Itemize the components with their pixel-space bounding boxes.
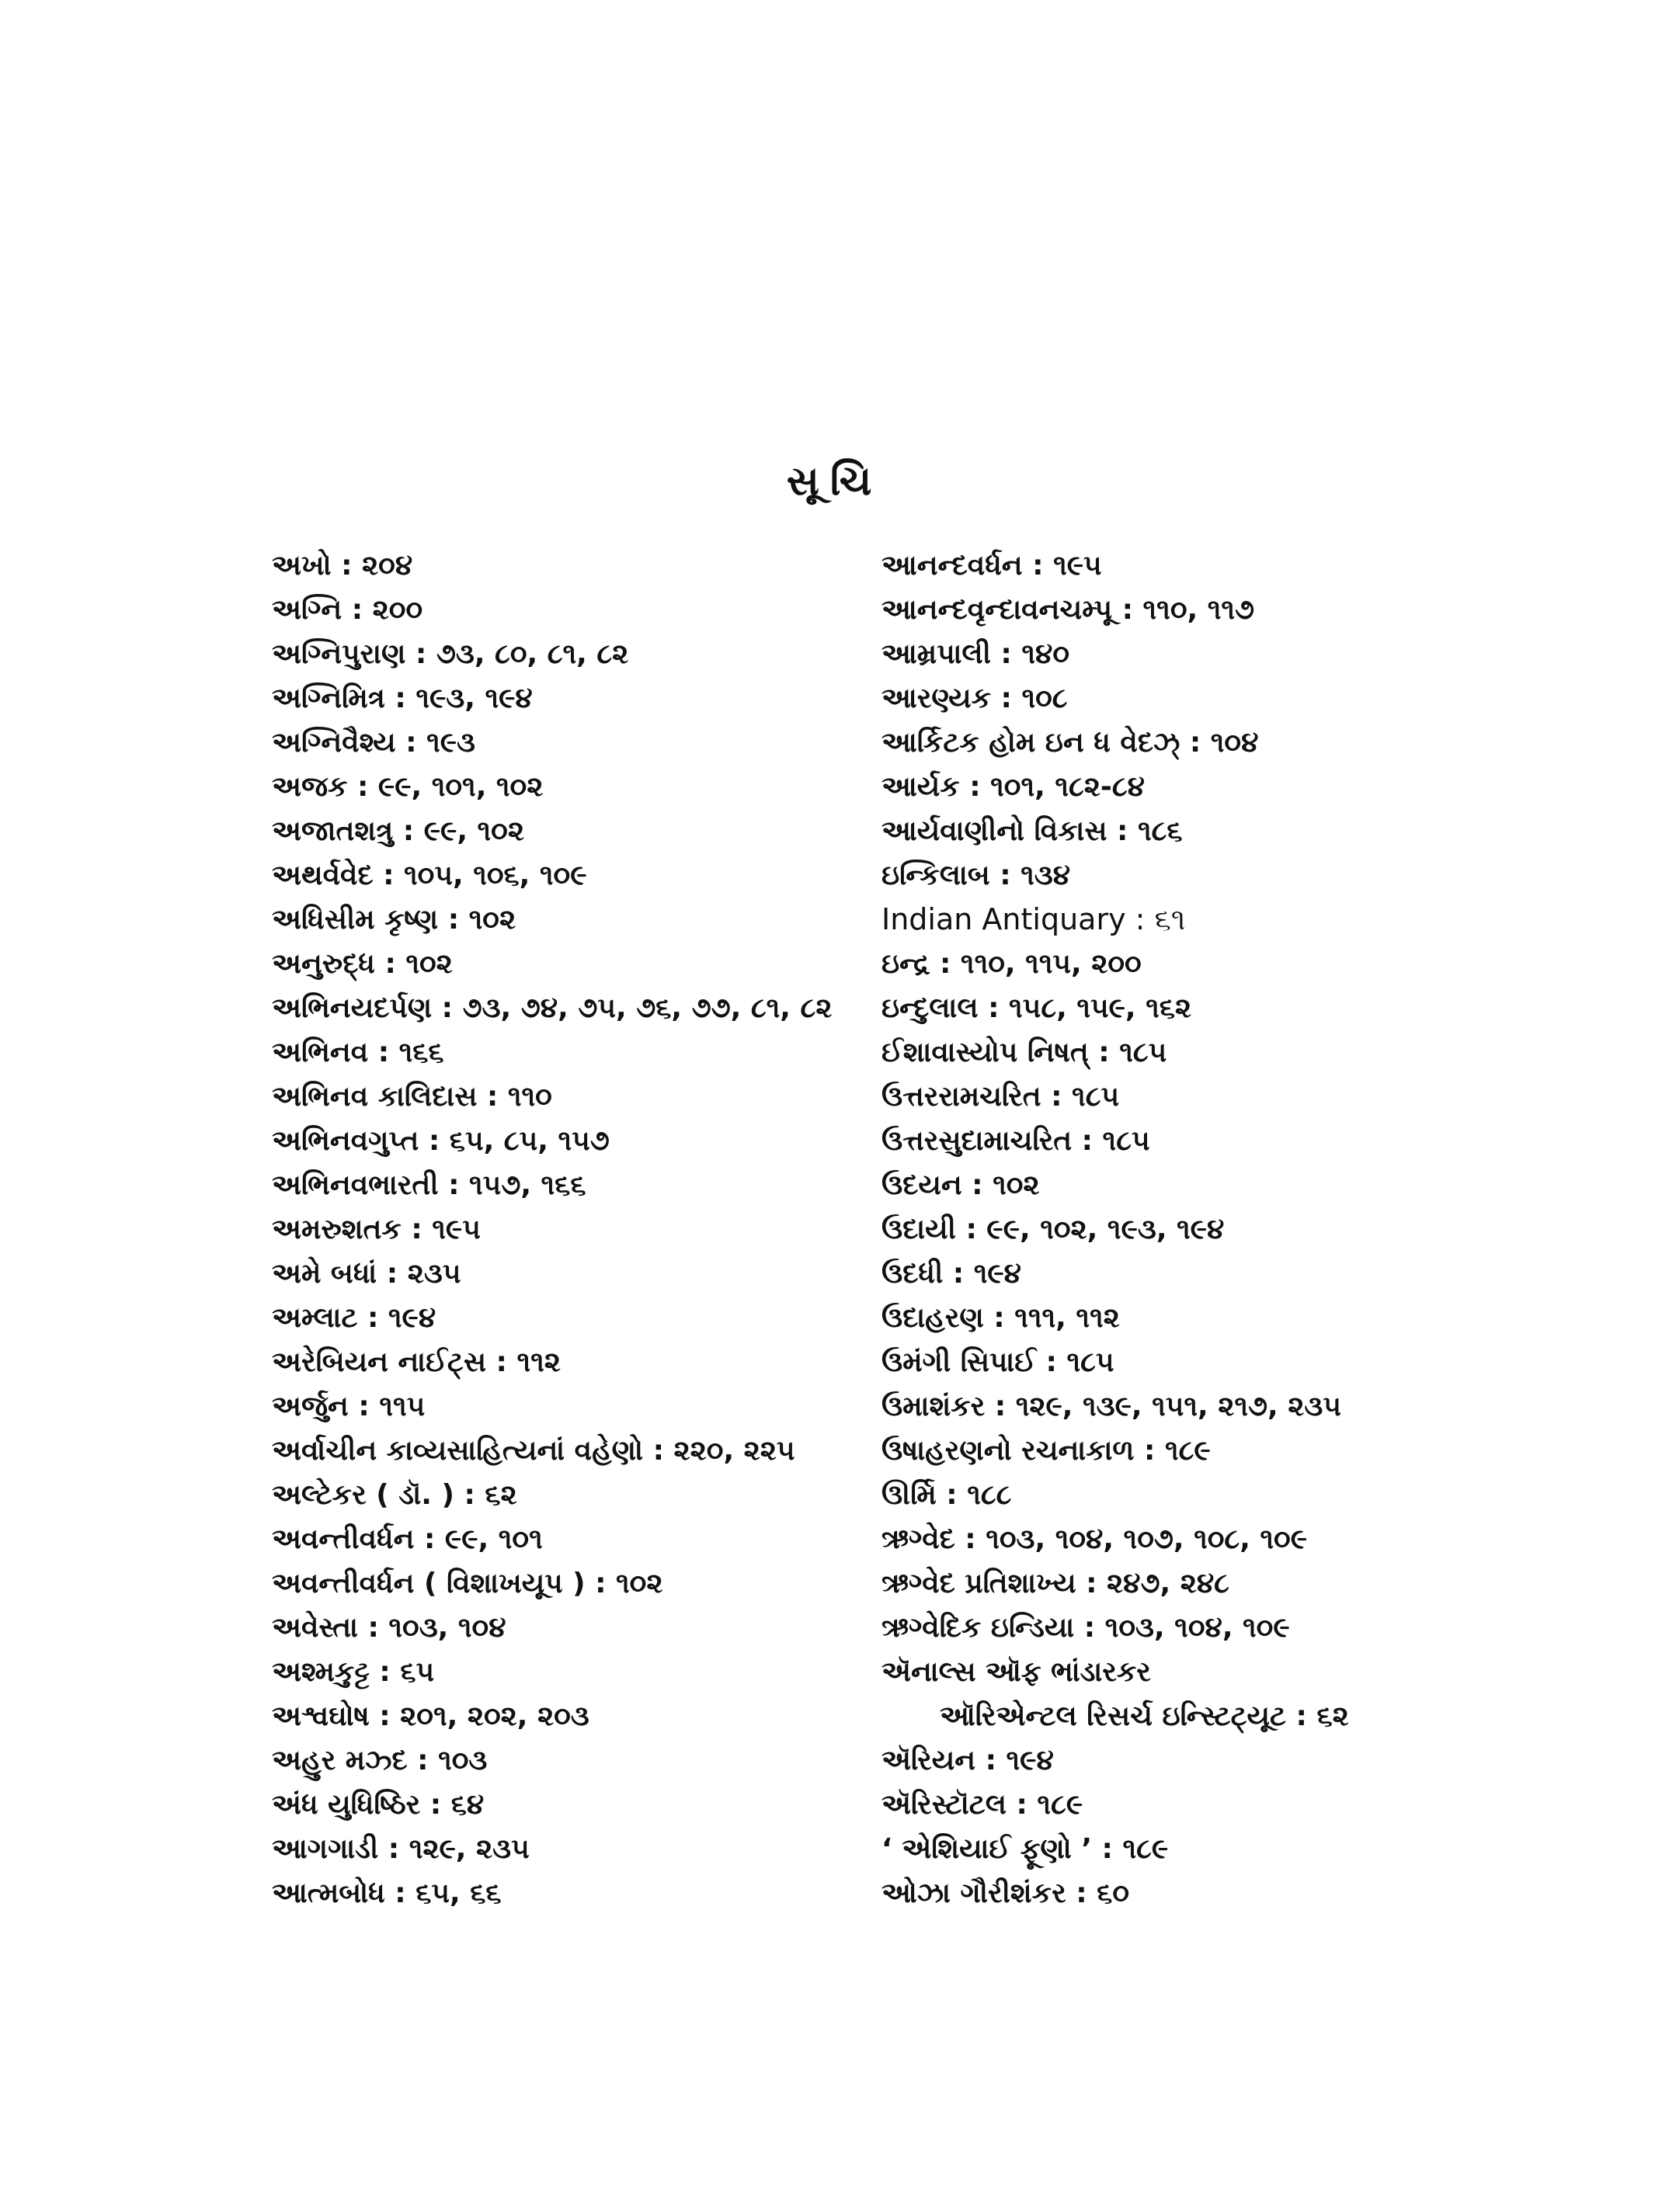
index-entry: ઑરિએન્ટલ રિસર્ચ ઇન્સ્ટિટ્યૂટ : ૬૨ [940,1700,1349,1732]
index-entry: અશ્મકુટ્ટ : ૬૫ [272,1656,435,1688]
index-entry: ઉષાહરણનો રચનાકાળ : ૧૮૯ [881,1435,1211,1467]
index-entry: અર્વાચીન કાવ્યસાહિત્યનાં વહેણો : ૨૨૦, ૨૨૫ [272,1435,795,1467]
index-entry: આર્કિટક હોમ ઇન ધ વેદઝ્ : ૧૦૪ [881,727,1259,759]
index-entry: ઋગ્વેદિક ઇન્ડિયા : ૧૦૩, ૧૦૪, ૧૦૯ [881,1612,1290,1644]
page-title: સૂચિ [786,458,883,505]
index-entry: ઉદયન : ૧૦૨ [881,1169,1040,1201]
index-entry: ઓઝા ગૌરીશંકર : ૬૦ [881,1877,1130,1909]
index-entry: અમે બધાં : ૨૩૫ [272,1258,461,1290]
index-entry: આર્યક : ૧૦૧, ૧૮૨-૮૪ [881,771,1145,803]
index-entry: આરણ્યક : ૧૦૮ [881,682,1068,714]
index-entry: ઉદાહરણ : ૧૧૧, ૧૧૨ [881,1302,1120,1334]
index-entry: ઉત્તરરામચરિત : ૧૮૫ [881,1081,1120,1113]
index-entry: આગગાડી : ૧૨૯, ૨૩૫ [272,1833,530,1865]
index-entry: અથર્વવેદ : ૧૦૫, ૧૦૬, ૧૦૯ [272,859,587,891]
index-entry: ‘ એશિયાઈ ફૂણો ’ : ૧૮૯ [881,1833,1169,1865]
index-entry: અગ્નિ : ૨૦૦ [272,594,423,626]
index-entry: અમ્લાટ : ૧૯૪ [272,1302,436,1334]
index-entry: અખો : ૨૦૪ [272,550,413,582]
index-entry: ઇન્કિલાબ : ૧૩૪ [881,859,1071,891]
index-entry: ઈશાવાસ્યોપ નિષત્ : ૧૮૫ [881,1037,1167,1068]
index-entry: અનુરુદ્ધ : ૧૦૨ [272,948,453,980]
index-entry: ઉમાશંકર : ૧૨૯, ૧૩૯, ૧૫૧, ૨૧૭, ૨૩૫ [881,1391,1342,1422]
index-entry: આર્યવાણીનો વિકાસ : ૧૮૬ [881,815,1183,847]
index-entry: અજાતશત્રુ : ૯૯, ૧૦૨ [272,815,524,847]
index-entry: અહુર મઝ્દ : ૧૦૩ [272,1745,488,1776]
index-entry: અર્જુન : ૧૧૫ [272,1391,426,1422]
index-entry: ઉત્તરસુદામાચરિત : ૧૮૫ [881,1125,1150,1157]
index-entry: અભિનવગુપ્ત : ૬૫, ૮૫, ૧૫૭ [272,1125,610,1157]
index-entry: અગ્નિપુરાણ : ૭૩, ૮૦, ૮૧, ૮૨ [272,638,629,670]
index-entry: Indian Antiquary : ૬૧ [881,902,1186,936]
index-entry: અરેબિયન નાઈટ્સ : ૧૧૨ [272,1346,561,1378]
index-entry: અવન્તીવર્ધન ( વિશાખયૂપ ) : ૧૦૨ [272,1568,663,1599]
index-column-right [881,543,1503,1915]
index-entry: અગ્નિવૈશ્ય : ૧૯૩ [272,727,476,759]
index-entry: ઍનાલ્સ ઑફ ભાંડારકર [881,1656,1151,1688]
index-entry: અલ્ટેકર ( ડૉ. ) : ૬૨ [272,1479,517,1511]
index-entry: ઍરિસ્ટૉટલ : ૧૮૯ [881,1789,1083,1821]
index-entry: અભિનવ કાલિદાસ : ૧૧૦ [272,1081,552,1113]
index-entry: ઍરિયન : ૧૯૪ [881,1745,1054,1776]
index-entry: ઇન્દુલાલ : ૧૫૮, ૧૫૯, ૧૬૨ [881,992,1192,1024]
index-entry: આત્મબોધ : ૬૫, ૬૬ [272,1877,502,1909]
index-entry: આનન્દવર્ધન : ૧૯૫ [881,550,1102,582]
index-entry: અશ્વઘોષ : ૨૦૧, ૨૦૨, ૨૦૩ [272,1700,589,1732]
index-entry: ઉદધી : ૧૯૪ [881,1258,1021,1290]
index-entry: ઊર્મિ : ૧૮૮ [881,1479,1012,1511]
index-entry: અગ્નિમિત્ર : ૧૯૩, ૧૯૪ [272,682,533,714]
index-column-left [272,543,862,1915]
index-entry: ઉદાયી : ૯૯, ૧૦૨, ૧૯૩, ૧૯૪ [881,1214,1225,1245]
index-entry: આમ્રપાલી : ૧૪૦ [881,638,1069,670]
index-entry: અવેસ્તા : ૧૦૩, ૧૦૪ [272,1612,506,1644]
index-entry: અવન્તીવર્ધન : ૯૯, ૧૦૧ [272,1523,543,1555]
index-entry: અધિસીમ કૃષ્ણ : ૧૦૨ [272,904,516,936]
index-entry: અભિનયદર્પણ : ૭૩, ૭૪, ૭૫, ૭૬, ૭૭, ૮૧, ૮૨ [272,992,833,1024]
index-entry: ઋગ્વેદ પ્રતિશાખ્ય : ૨૪૭, ૨૪૮ [881,1568,1229,1599]
index-entry: અજક : ૯૯, ૧૦૧, ૧૦૨ [272,771,544,803]
index-entry: અમરુશતક : ૧૯૫ [272,1214,481,1245]
index-entry: ઋગ્વેદ : ૧૦૩, ૧૦૪, ૧૦૭, ૧૦૮, ૧૦૯ [881,1523,1308,1555]
index-entry: ઉમંગી સિપાઈ : ૧૮૫ [881,1346,1114,1378]
index-entry: અભિનવભારતી : ૧૫૭, ૧૬૬ [272,1169,586,1201]
index-entry: અભિનવ : ૧૬૬ [272,1037,444,1068]
index-entry: અંધ યુધિષ્ઠિર : ૬૪ [272,1789,485,1821]
index-entry: ઇન્દ્ર : ૧૧૦, ૧૧૫, ૨૦૦ [881,948,1142,980]
index-entry: આનન્દવૃન્દાવનચમ્પૂ : ૧૧૦, ૧૧૭ [881,594,1254,626]
